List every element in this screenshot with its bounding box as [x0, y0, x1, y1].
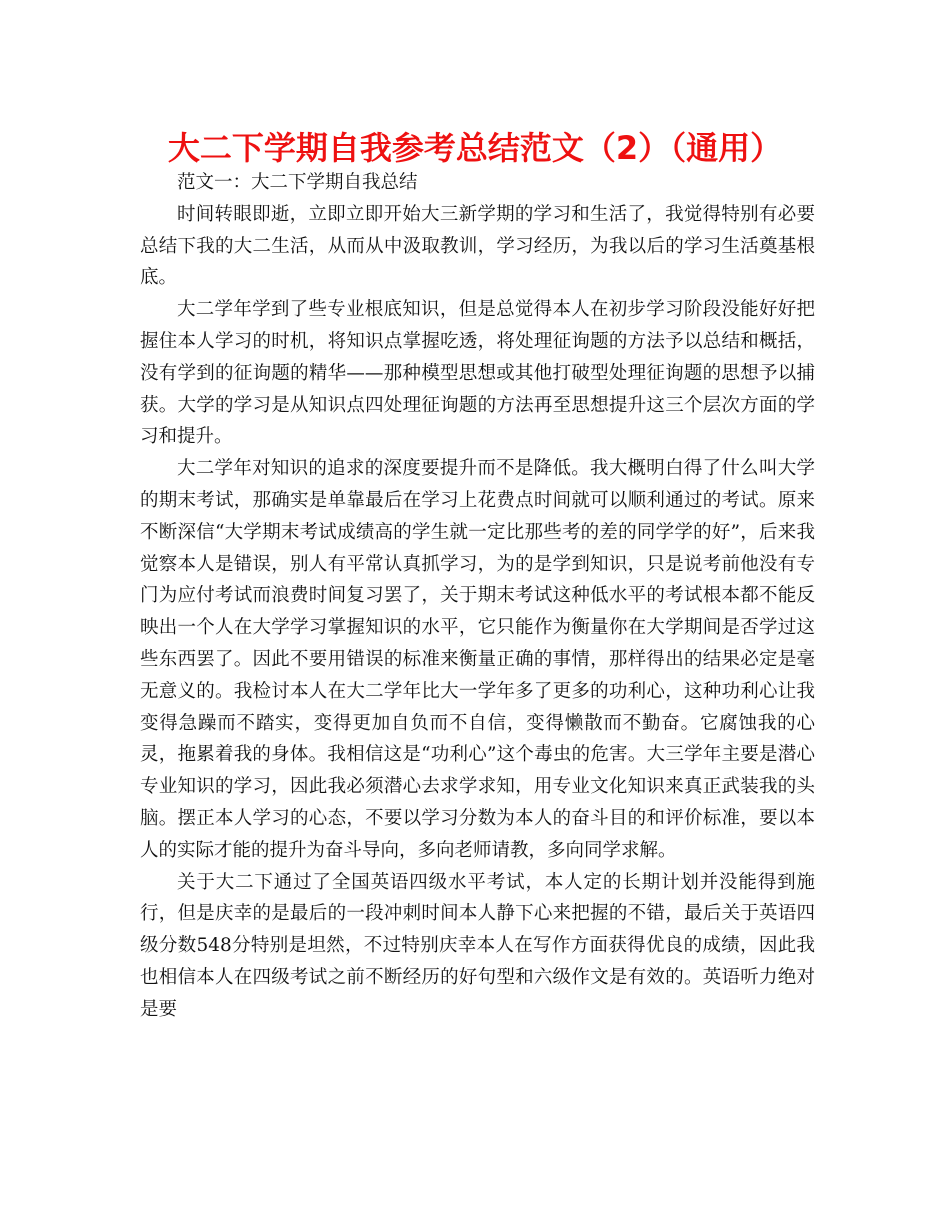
body-paragraph: 关于大二下通过了全国英语四级水平考试，本人定的长期计划并没能得到施行，但是庆幸的是最后的一段冲刺时间本人静下心来把握的不错，最后关于英语四级分数548分特别是坦然，不过特别庆幸本人在写作方面获得优良的成绩，因此我也相信本人在四级考试之前不断经历的好句型和六级作文是有效的。英语听力绝对是要 — [140, 871, 815, 1020]
document-body — [140, 167, 815, 1026]
document-title: 大二下学期自我参考总结范文（2）（通用） — [167, 129, 783, 167]
body-paragraph: 时间转眼即逝，立即立即开始大三新学期的学习和生活了，我觉得特别有必要总结下我的大二生活，从而从中汲取教训，学习经历，为我以后的学习生活奠基根底。 — [140, 203, 815, 289]
body-paragraph: 大二学年对知识的追求的深度要提升而不是降低。我大概明白得了什么叫大学的期末考试，那确实是单靠最后在学习上花费点时间就可以顺利通过的考试。原来不断深信“大学期末考试成绩高的学生就一定比那些考的差的同学学的好”，后来我觉察本人是错误，别人有平常认真抓学习，为的是学到知识，只是说考前他没有专门为应付考试而浪费时间复习罢了，关于期末考试这种低水平的考试根本都不能反映出一个人在大学学习掌握知识的水平，它只能作为衡量你在大学期间是否学过这些东西罢了。因此不要用错误的标准来衡量正确的事情，那样得出的结果必定是毫无意义的。我检讨本人在大二学年比大一学年多了更多的功利心，这种功利心让我变得急躁而不踏实，变得更加自负而不自信，变得懒散而不勤奋。它腐蚀我的心灵，拖累着我的身体。我相信这是“功利心”这个毒虫的危害。大三学年主要是潜心专业知识的学习，因此我必须潜心去求学求知，用专业文化知识来真正武装我的头脑。摆正本人学习的心态，不要以学习分数为本人的奋斗目的和评价标准，要以本人的实际才能的提升为奋斗导向，多向老师请教，多向同学求解。 — [140, 458, 815, 861]
body-paragraph: 大二学年学到了些专业根底知识，但是总觉得本人在初步学习阶段没能好好把握住本人学习的时机，将知识点掌握吃透，将处理征询题的方法予以总结和概括，没有学到的征询题的精华——那种模型思想或其他打破型处理征询题的思想予以捕获。大学的学习是从知识点四处理征询题的方法再至思想提升这三个层次方面的学习和提升。 — [140, 299, 815, 448]
section-subheading: 范文一：大二下学期自我总结 — [177, 172, 418, 193]
